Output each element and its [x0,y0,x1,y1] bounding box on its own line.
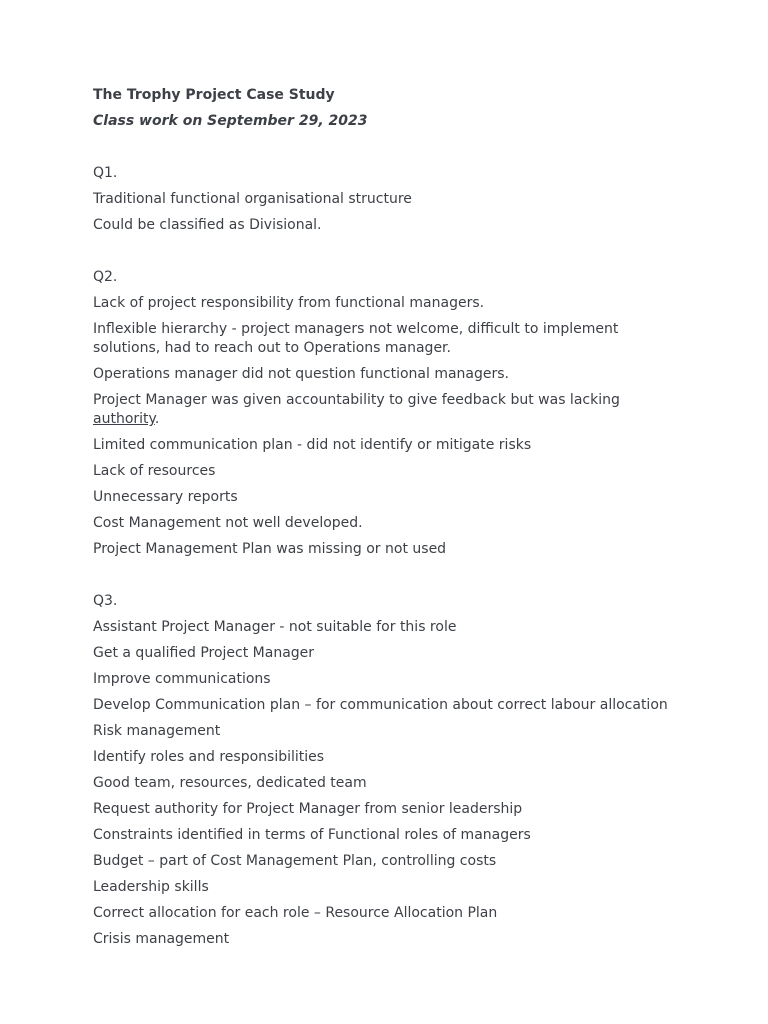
answer-text: . [154,411,160,427]
question-label: Q3. [93,593,118,609]
answer-line: Constraints identified in terms of Functional roles of managers [93,827,531,843]
answer-text: Project Manager was given accountability to give feedback but was lacking [93,392,620,408]
answer-line: Project Management Plan was missing or not used [93,541,447,557]
answer-line: Improve communications [93,671,271,687]
answer-line: Leadership skills [93,879,209,895]
answer-line: Develop Communication plan – for communication about correct labour allocation [93,697,668,713]
question-label: Q2. [93,269,118,285]
answer-line: Traditional functional organisational structure [93,191,412,207]
section-q3 [93,592,683,949]
section-q2 [93,268,683,559]
answer-line: Lack of resources [93,463,216,479]
answer-line: Could be classified as Divisional. [93,217,322,233]
section-spacer [93,566,683,592]
answer-line: Inflexible hierarchy - project managers not welcome, difficult to implement solutions, had to reach out to Operations manager. [93,321,619,356]
answer-line: Limited communication plan - did not identify or mitigate risks [93,437,532,453]
section-q1 [93,164,683,235]
answer-line: Get a qualified Project Manager [93,645,315,661]
answer-line: Cost Management not well developed. [93,515,363,531]
answer-line: Budget – part of Cost Management Plan, controlling costs [93,853,497,869]
answer-line: Request authority for Project Manager from senior leadership [93,801,523,817]
answer-line: Lack of project responsibility from functional managers. [93,295,485,311]
answer-line: Assistant Project Manager - not suitable for this role [93,619,457,635]
authority-link[interactable]: authority [93,411,155,427]
document-title: The Trophy Project Case Study [93,87,335,103]
document-page [93,86,683,956]
answer-line: Risk management [93,723,221,739]
document-subtitle: Class work on September 29, 2023 [93,113,368,129]
answer-line-authority [93,391,683,429]
answer-line: Operations manager did not question functional managers. [93,366,509,382]
section-spacer [93,242,683,268]
question-label: Q1. [93,165,118,181]
answer-line: Correct allocation for each role – Resource Allocation Plan [93,905,498,921]
answer-line: Good team, resources, dedicated team [93,775,367,791]
answer-line: Crisis management [93,931,230,947]
answer-line: Identify roles and responsibilities [93,749,325,765]
answer-line: Unnecessary reports [93,489,238,505]
